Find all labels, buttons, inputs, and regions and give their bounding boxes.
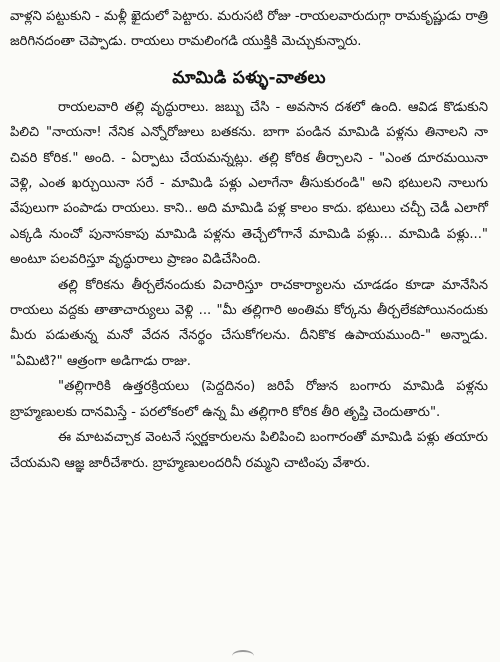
story-title: మామిడి పళ్ళు-వాతలు — [172, 67, 326, 88]
story-paragraph-3: "తల్లిగారికి ఉత్తరక్రియలు (పెద్దదినం) జరిపే రోజున బంగారు మామిడి పళ్లను బ్రాహ్మణులకు దానమిస్తే - పరలోకంలో ఉన్న మీ తల్లిగారి కోరిక తీరి తృప్తి చెందుతారు". — [10, 379, 488, 420]
page-number-mark — [232, 650, 254, 662]
story-paragraph-4: ఈ మాటవచ్చాక వెంటనే స్వర్ణకారులను పిలిపించి బంగారంతో మామిడి పళ్లు తయారు చేయమని ఆజ్ఞ జారీచేశారు. బ్రాహ్మణులందరినీ రమ్మని చాటింపు వేశారు. — [10, 430, 488, 471]
story-paragraph-2: తల్లి కోరికను తీర్చలేనందుకు విచారిస్తూ రాచకార్యాలను చూడడం కూడా మానేసిన రాయలు వద్దకు తాతాచార్యులు వెళ్లి ... "మీ తల్లిగారి అంతిమ కోర్కను తీర్చలేకపోయినందుకు మీరు పడుతున్న మనో వేదన నేనర్థం చేసుకోగలను. దీనికొక ఉపాయముంది-" అన్నాడు. "ఏమిటి?" ఆత్రంగా అడిగాడు రాజు. — [10, 277, 488, 369]
story-paragraph-1: రాయలవారి తల్లి వృద్ధురాలు. జబ్బు చేసి - అవసాన దశలో ఉంది. ఆవిడ కొడుకుని పిలిచి "నాయనా! నేనిక ఎన్నోరోజులు బతకను. బాగా పండిన మామిడి పళ్లను తినాలని నా చివరి కోరిక." అంది. - ఏర్పాటు చేయమన్నట్లు. తల్లి కోరిక తీర్చాలని - "ఎంత దూరమయినా వెళ్లి, ఎంత ఖర్చుయినా సరే - మామిడి పళ్లు ఎలాగేనా తీసుకురండి" అని భటులని నాలుగు వేపులుగా పంపాడు రాయలు. కాని.. అది మామిడి పళ్ల కాలం కాదు. భటులు చచ్చీ చెడీ ఎలాగో ఎక్కడి నుంచో పునాసకాపు మామిడి పళ్లను తెచ్చేలోగానే మామిడి పళ్లు... మామిడి పళ్లు..." అంటూ పలవరిస్తూ వృద్ధురాలు ప్రాణం విడిచేసింది. — [10, 99, 488, 268]
opening-paragraph: వాళ్లని పట్టుకుని - మళ్లీ ఖైదులో పెట్టారు. మరుసటి రోజు -రాయలవారుదుగ్గా రామకృష్ణుడు రాత్రి జరిగినదంతా చెప్పాడు. రాయలు రామలింగడి యుక్తికి మెచ్చుకున్నారు. — [10, 9, 488, 50]
